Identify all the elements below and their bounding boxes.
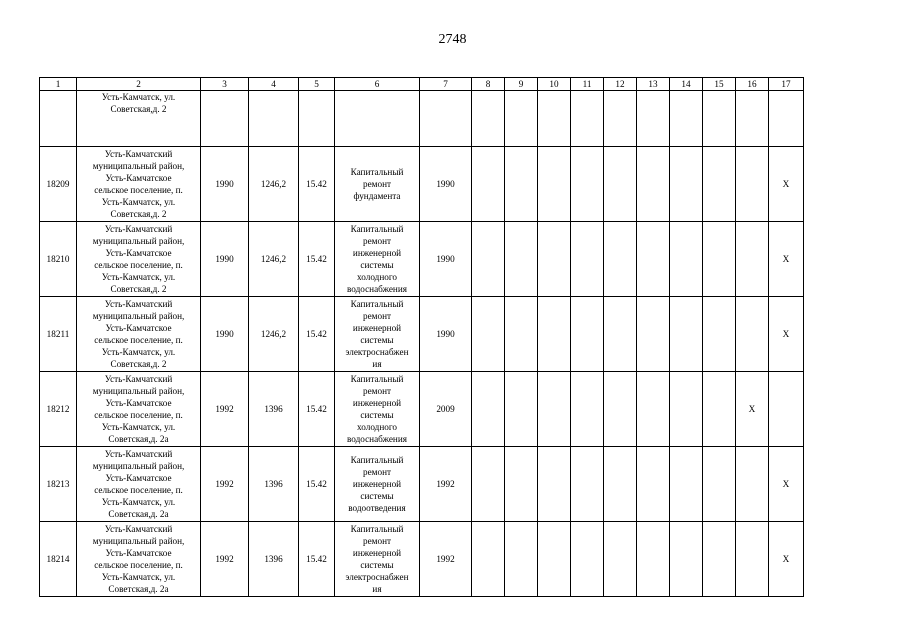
cell-empty [472, 447, 505, 522]
column-number-header: 17 [769, 78, 804, 91]
cell-empty [472, 372, 505, 447]
cell-empty [703, 222, 736, 297]
work-type-cell [335, 447, 420, 522]
work-type-cell-line: Капитальный [350, 298, 404, 309]
cell-empty [201, 91, 249, 147]
mark-cell-17: Х [769, 522, 804, 597]
work-type-cell [335, 297, 420, 372]
cell-empty [637, 447, 670, 522]
address-cell-line: Усть-Камчатский [104, 223, 173, 234]
cell-empty [472, 522, 505, 597]
cell-empty [472, 222, 505, 297]
cell-empty [637, 372, 670, 447]
address-cell [77, 372, 201, 447]
year-built-cell: 1992 [201, 522, 249, 597]
cell-empty [604, 372, 637, 447]
year-built-cell: 1990 [201, 222, 249, 297]
address-cell-line: муниципальный район, [92, 310, 185, 321]
address-cell-line: Усть-Камчатск, ул. [101, 347, 176, 358]
column-number-header: 4 [249, 78, 299, 91]
address-cell-line: Советская,д. 2 [110, 284, 167, 295]
table-row [40, 147, 804, 222]
address-cell [77, 147, 201, 222]
work-type-cell-line: ремонт [362, 310, 391, 321]
column-number-header: 10 [538, 78, 571, 91]
address-cell-line: муниципальный район, [92, 160, 185, 171]
work-type-cell-line: системы [360, 260, 394, 270]
area-cell: 1246,2 [249, 297, 299, 372]
address-cell-line: Усть-Камчатское [105, 547, 172, 558]
year-cell: 1990 [420, 297, 472, 372]
address-cell-line: сельское поселение, п. [94, 185, 183, 195]
cell-empty [299, 91, 335, 147]
mark-cell-16 [736, 222, 769, 297]
column-number-header: 6 [335, 78, 420, 91]
work-type-cell-line: ремонт [362, 535, 391, 546]
work-type-cell [335, 372, 420, 447]
address-cell-line: Усть-Камчатское [105, 322, 172, 333]
address-cell-line: сельское поселение, п. [94, 410, 183, 420]
mark-cell-17: Х [769, 447, 804, 522]
column-number-header: 9 [505, 78, 538, 91]
work-type-cell-line: инженерной [352, 478, 402, 489]
code-cell: 15.42 [299, 522, 335, 597]
cell-empty [670, 447, 703, 522]
code-cell: 15.42 [299, 297, 335, 372]
address-cell [77, 522, 201, 597]
cell-empty [505, 297, 538, 372]
page-number: 2748 [438, 32, 467, 47]
cell-empty [637, 522, 670, 597]
cell-empty [670, 372, 703, 447]
address-cell-line: Советская,д. 2 [110, 359, 167, 370]
cell-empty [472, 91, 505, 147]
table-row [40, 222, 804, 297]
work-type-cell-line: Капитальный [350, 166, 404, 177]
mark-cell-16: Х [736, 372, 769, 447]
address-cell-line: муниципальный район, [92, 535, 185, 546]
cell-empty [670, 147, 703, 222]
mark-cell-16 [736, 447, 769, 522]
cell-empty [670, 91, 703, 147]
address-cell-line: Усть-Камчатск, ул. [101, 572, 176, 583]
cell-empty [505, 522, 538, 597]
row-number-cell: 18211 [40, 297, 77, 372]
cell-empty [571, 147, 604, 222]
address-cell-line: Усть-Камчатский [104, 373, 173, 384]
address-cell-line: сельское поселение, п. [94, 335, 183, 345]
cell-empty [472, 297, 505, 372]
cell-empty [637, 222, 670, 297]
year-cell: 2009 [420, 372, 472, 447]
cell-empty [420, 91, 472, 147]
continuation-row [40, 91, 804, 147]
cell-empty [40, 91, 77, 147]
work-type-cell-line: Капитальный [350, 523, 404, 534]
table-row [40, 297, 804, 372]
address-cell-line: Советская,д. 2а [108, 584, 169, 595]
mark-cell-17: Х [769, 222, 804, 297]
cell-empty [736, 91, 769, 147]
address-cell-line: муниципальный район, [92, 460, 185, 471]
work-type-cell-line: холодного [357, 272, 397, 283]
work-type-cell-line: Капитальный [350, 223, 404, 234]
address-cell-line: Советская,д. 2а [108, 509, 169, 520]
cell-empty [703, 297, 736, 372]
work-type-cell-line: водоснабжения [347, 434, 407, 445]
cell-empty [538, 222, 571, 297]
address-cell-line: Усть-Камчатск, ул. [101, 497, 176, 508]
row-number-cell: 18214 [40, 522, 77, 597]
cell-empty [769, 91, 804, 147]
cell-empty [571, 222, 604, 297]
address-cell-line: Усть-Камчатск, ул. [101, 272, 176, 283]
work-type-cell-line: ремонт [362, 178, 391, 189]
mark-cell-16 [736, 522, 769, 597]
work-type-cell-line: водоснабжения [347, 284, 407, 295]
column-number-header: 11 [571, 78, 604, 91]
work-type-cell-line: инженерной [352, 247, 402, 258]
cell-empty [637, 297, 670, 372]
mark-cell-16 [736, 297, 769, 372]
column-number-header: 15 [703, 78, 736, 91]
address-cell-line: Усть-Камчатский [104, 148, 173, 159]
address-cell-line: Советская,д. 2 [110, 209, 167, 220]
address-cell-line: Усть-Камчатское [105, 247, 172, 258]
year-built-cell: 1992 [201, 372, 249, 447]
cell-empty [249, 91, 299, 147]
cell-empty [538, 372, 571, 447]
work-type-cell [335, 222, 420, 297]
code-cell: 15.42 [299, 447, 335, 522]
column-number-header: 14 [670, 78, 703, 91]
column-number-header: 1 [40, 78, 77, 91]
registry-table [39, 77, 804, 597]
table-row [40, 522, 804, 597]
work-type-cell-line: ия [372, 359, 382, 370]
cell-empty [670, 522, 703, 597]
cell-empty [571, 372, 604, 447]
cell-empty [604, 147, 637, 222]
cell-empty [335, 91, 420, 147]
cell-empty [604, 447, 637, 522]
work-type-cell-line: водоотведения [348, 503, 406, 514]
address-cell-line: Усть-Камчатское [105, 397, 172, 408]
cell-empty [604, 297, 637, 372]
column-number-header: 5 [299, 78, 335, 91]
mark-cell-17: Х [769, 297, 804, 372]
cell-empty [703, 91, 736, 147]
cell-empty [571, 522, 604, 597]
address-cell-line: Усть-Камчатск, ул. [101, 197, 176, 208]
cell-empty [703, 522, 736, 597]
cell-empty [703, 447, 736, 522]
address-cell-line: Усть-Камчатское [105, 472, 172, 483]
column-number-header: 8 [472, 78, 505, 91]
cell-empty [571, 447, 604, 522]
mark-cell-17 [769, 372, 804, 447]
code-cell: 15.42 [299, 222, 335, 297]
address-cell [77, 447, 201, 522]
column-number-header: 13 [637, 78, 670, 91]
table-row [40, 447, 804, 522]
column-number-header: 16 [736, 78, 769, 91]
year-built-cell: 1990 [201, 297, 249, 372]
column-number-header: 2 [77, 78, 201, 91]
work-type-cell [335, 522, 420, 597]
mark-cell-16 [736, 147, 769, 222]
year-built-cell: 1992 [201, 447, 249, 522]
year-cell: 1990 [420, 147, 472, 222]
address-cell-line: Усть-Камчатский [104, 523, 173, 534]
row-number-cell: 18212 [40, 372, 77, 447]
cell-empty [472, 147, 505, 222]
cell-empty [538, 297, 571, 372]
cell-empty [538, 522, 571, 597]
work-type-cell-line: Капитальный [350, 373, 404, 384]
work-type-cell-line: системы [360, 335, 394, 345]
cell-empty [571, 91, 604, 147]
address-cell [77, 91, 201, 147]
address-cell-line: Усть-Камчатское [105, 172, 172, 183]
row-number-cell: 18213 [40, 447, 77, 522]
cell-empty [505, 91, 538, 147]
cell-empty [637, 91, 670, 147]
code-cell: 15.42 [299, 147, 335, 222]
address-cell-line: сельское поселение, п. [94, 485, 183, 495]
address-cell-line: Усть-Камчатск, ул. [101, 422, 176, 433]
address-cell [77, 297, 201, 372]
address-cell-line: Советская,д. 2а [108, 434, 169, 445]
cell-empty [571, 297, 604, 372]
work-type-cell-line: системы [360, 410, 394, 420]
cell-empty [538, 447, 571, 522]
address-cell-line: Усть-Камчатский [104, 448, 173, 459]
cell-empty [637, 147, 670, 222]
cell-empty [505, 372, 538, 447]
work-type-cell-line: инженерной [352, 322, 402, 333]
work-type-cell-line: системы [360, 560, 394, 570]
table-body [40, 78, 804, 597]
work-type-cell-line: Капитальный [350, 454, 404, 465]
year-cell: 1992 [420, 522, 472, 597]
cell-empty [505, 222, 538, 297]
area-cell: 1246,2 [249, 222, 299, 297]
row-number-cell: 18210 [40, 222, 77, 297]
work-type-cell-line: системы [360, 491, 394, 502]
work-type-cell-line: инженерной [352, 397, 402, 408]
work-type-cell-line: инженерной [352, 547, 402, 558]
cell-empty [604, 91, 637, 147]
address-cell-line: Усть-Камчатск, ул. [101, 92, 176, 102]
column-number-header: 12 [604, 78, 637, 91]
work-type-cell-line: электроснабжен [345, 572, 409, 583]
mark-cell-17: Х [769, 147, 804, 222]
work-type-cell-line: ремонт [362, 385, 391, 396]
area-cell: 1396 [249, 447, 299, 522]
cell-empty [604, 522, 637, 597]
work-type-cell-line: ремонт [362, 235, 391, 246]
cell-empty [604, 222, 637, 297]
address-cell-line: Советская,д. 2 [110, 104, 167, 115]
row-number-cell: 18209 [40, 147, 77, 222]
year-cell: 1990 [420, 222, 472, 297]
address-cell-line: Усть-Камчатский [104, 298, 173, 309]
address-cell [77, 222, 201, 297]
work-type-cell-line: фундамента [353, 191, 401, 202]
code-cell: 15.42 [299, 372, 335, 447]
area-cell: 1396 [249, 522, 299, 597]
address-cell-line: муниципальный район, [92, 235, 185, 246]
work-type-cell-line: холодного [357, 422, 397, 433]
table-row [40, 372, 804, 447]
cell-empty [538, 91, 571, 147]
cell-empty [505, 147, 538, 222]
cell-empty [703, 372, 736, 447]
work-type-cell-line: ия [372, 584, 382, 595]
cell-empty [505, 447, 538, 522]
work-type-cell-line: электроснабжен [345, 347, 409, 358]
year-built-cell: 1990 [201, 147, 249, 222]
work-type-cell [335, 147, 420, 222]
work-type-cell-line: ремонт [362, 466, 391, 477]
cell-empty [703, 147, 736, 222]
header-row [40, 78, 804, 91]
cell-empty [670, 222, 703, 297]
area-cell: 1396 [249, 372, 299, 447]
area-cell: 1246,2 [249, 147, 299, 222]
cell-empty [670, 297, 703, 372]
column-number-header: 3 [201, 78, 249, 91]
column-number-header: 7 [420, 78, 472, 91]
address-cell-line: сельское поселение, п. [94, 260, 183, 270]
cell-empty [538, 147, 571, 222]
address-cell-line: муниципальный район, [92, 385, 185, 396]
year-cell: 1992 [420, 447, 472, 522]
address-cell-line: сельское поселение, п. [94, 560, 183, 570]
